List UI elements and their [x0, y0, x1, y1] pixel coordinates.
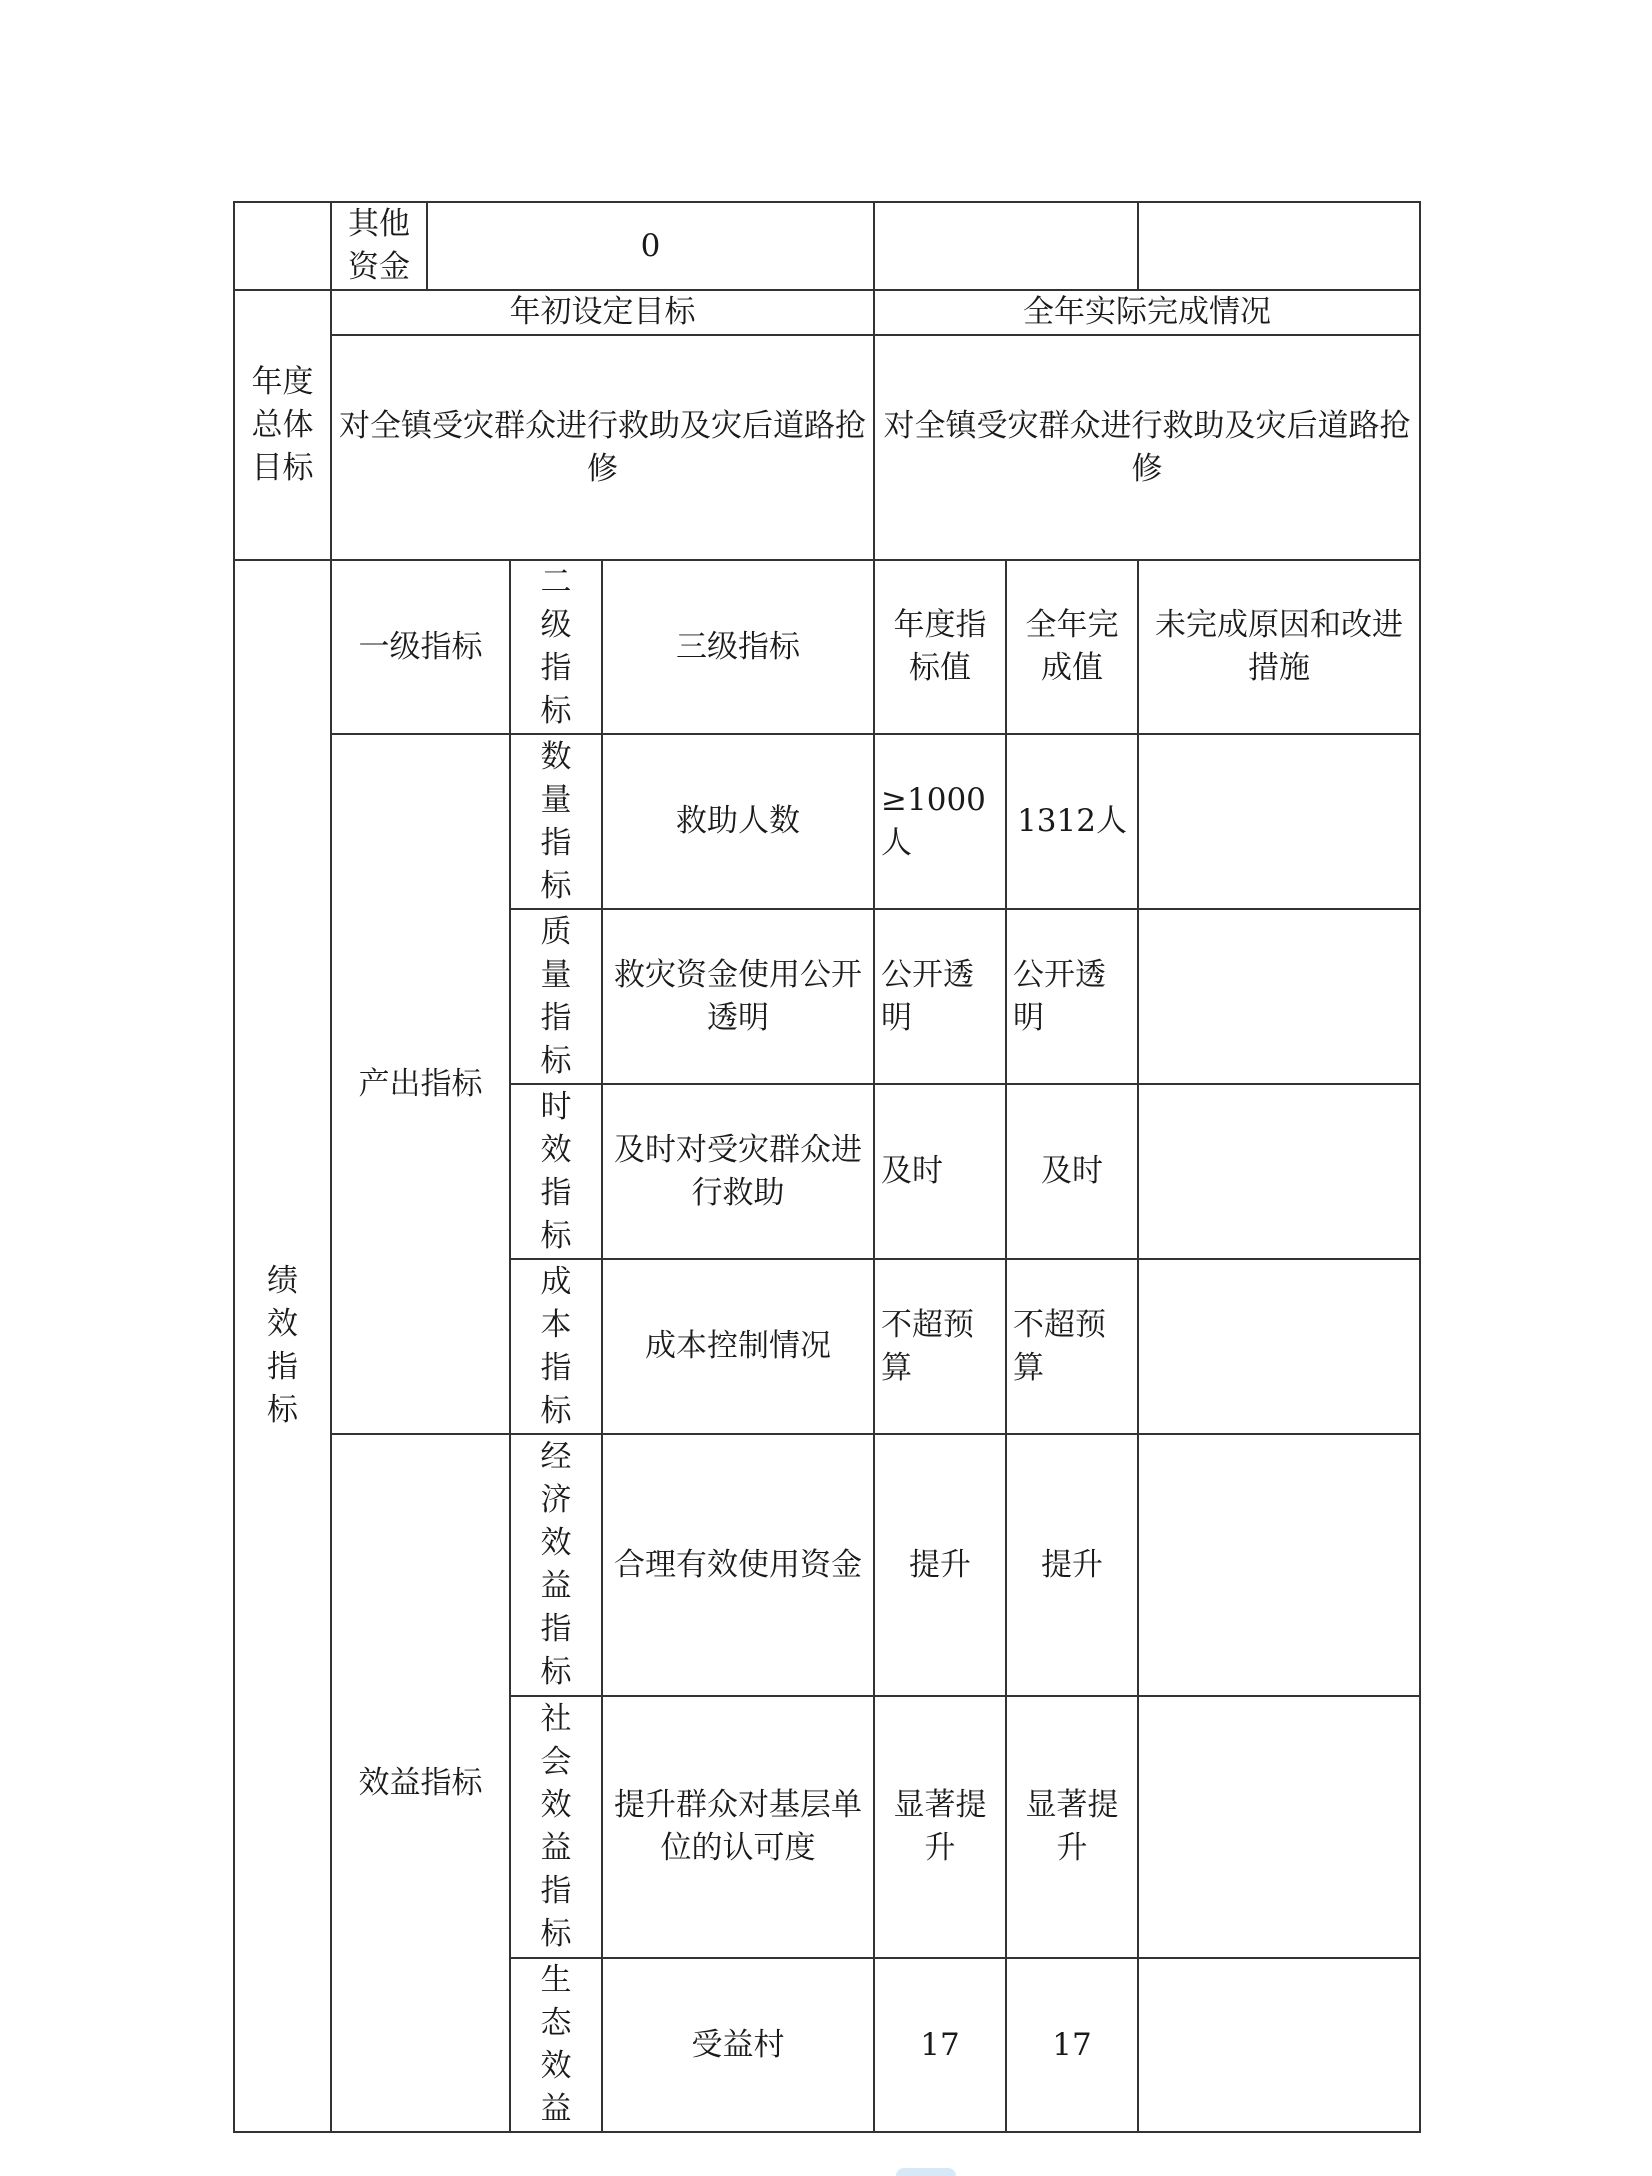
- level2-cell: [510, 1434, 602, 1696]
- vertical-char: 量: [540, 956, 572, 993]
- other-funds-value: 0: [427, 202, 874, 290]
- vertical-char: 标: [540, 1916, 572, 1952]
- level2-cell: [510, 1084, 602, 1259]
- reason-cell: [1138, 1084, 1420, 1259]
- actual-value-header: 全年完成值: [1006, 560, 1138, 734]
- actual-cell: 公开透明: [1006, 909, 1138, 1084]
- vertical-char: 济: [540, 1482, 572, 1518]
- performance-indicators-label: [234, 560, 331, 2132]
- actual-cell: 显著提升: [1006, 1696, 1138, 1958]
- actual-cell: 及时: [1006, 1084, 1138, 1259]
- vertical-char: 指: [540, 1873, 572, 1909]
- level3-cell: 及时对受灾群众进行救助: [602, 1084, 874, 1259]
- vertical-char: 效: [540, 1787, 572, 1823]
- level3-cell: 受益村: [602, 1958, 874, 2132]
- actual-completion-header: 全年实际完成情况: [874, 290, 1420, 335]
- planned-goal-header: 年初设定目标: [331, 290, 874, 335]
- benefit-indicators-label: 效益指标: [331, 1434, 510, 2132]
- page-edge-decoration: [896, 2168, 956, 2176]
- vertical-char: 标: [540, 867, 572, 904]
- vertical-char: 本: [540, 1306, 572, 1343]
- target-cell: 提升: [874, 1434, 1006, 1696]
- vertical-char: 指: [540, 1611, 572, 1647]
- vertical-char: 标: [540, 1042, 572, 1079]
- vertical-char: 成: [540, 1263, 572, 1300]
- vertical-char: 益: [540, 1568, 572, 1604]
- output-indicators-label: 产出指标: [331, 734, 510, 1434]
- actual-cell: 1312人: [1006, 734, 1138, 909]
- vertical-char: 益: [540, 1830, 572, 1866]
- reason-cell: [1138, 909, 1420, 1084]
- vertical-char: 标: [540, 1392, 572, 1429]
- reason-cell: [1138, 1958, 1420, 2132]
- vertical-char: 指: [540, 824, 572, 861]
- performance-table: [233, 201, 1421, 2133]
- vertical-char: 量: [540, 781, 572, 818]
- actual-cell: 提升: [1006, 1434, 1138, 1696]
- annual-goal-label: 年度总体目标: [234, 290, 331, 560]
- vertical-char: 标: [540, 1654, 572, 1690]
- target-cell: 公开透明: [874, 909, 1006, 1084]
- reason-cell: [1138, 1259, 1420, 1434]
- vertical-char: 社: [540, 1701, 572, 1737]
- vertical-char: 标: [540, 1217, 572, 1254]
- vertical-char: 生: [540, 1962, 572, 1998]
- vertical-char: 指: [540, 650, 572, 686]
- level1-header: 一级指标: [331, 560, 510, 734]
- vertical-char: 绩: [267, 1263, 298, 1299]
- level2-header: [510, 560, 602, 734]
- reason-header: 未完成原因和改进措施: [1138, 560, 1420, 734]
- actual-completion-text: 对全镇受灾群众进行救助及灾后道路抢修: [874, 335, 1420, 560]
- level2-cell: [510, 909, 602, 1084]
- level3-cell: 成本控制情况: [602, 1259, 874, 1434]
- vertical-char: 指: [540, 999, 572, 1036]
- vertical-char: 标: [540, 693, 572, 729]
- level2-cell: [510, 734, 602, 909]
- vertical-char: 态: [540, 2005, 572, 2041]
- other-funds-label: 其他资金: [331, 202, 427, 290]
- vertical-char: 质: [540, 913, 572, 950]
- vertical-char: 指: [267, 1349, 298, 1385]
- reason-cell: [1138, 1434, 1420, 1696]
- vertical-char: 指: [540, 1349, 572, 1386]
- vertical-char: 时: [540, 1088, 572, 1125]
- vertical-char: 二: [540, 564, 572, 600]
- target-cell: ≥1000人: [874, 734, 1006, 909]
- level2-cell: [510, 1958, 602, 2132]
- vertical-char: 效: [267, 1306, 298, 1342]
- level3-cell: 合理有效使用资金: [602, 1434, 874, 1696]
- target-cell: 17: [874, 1958, 1006, 2132]
- reason-cell: [1138, 734, 1420, 909]
- vertical-char: 经: [540, 1439, 572, 1475]
- funds-row-empty-cell: [234, 202, 331, 290]
- target-cell: 不超预算: [874, 1259, 1006, 1434]
- level3-cell: 救灾资金使用公开透明: [602, 909, 874, 1084]
- reason-cell: [1138, 1696, 1420, 1958]
- vertical-char: 标: [267, 1392, 298, 1428]
- vertical-char: 益: [540, 2091, 572, 2127]
- funds-row-empty-cell: [1138, 202, 1420, 290]
- level2-cell: [510, 1696, 602, 1958]
- level3-cell: 救助人数: [602, 734, 874, 909]
- target-cell: 显著提升: [874, 1696, 1006, 1958]
- actual-cell: 不超预算: [1006, 1259, 1138, 1434]
- vertical-char: 会: [540, 1744, 572, 1780]
- planned-goal-text: 对全镇受灾群众进行救助及灾后道路抢修: [331, 335, 874, 560]
- level3-cell: 提升群众对基层单位的认可度: [602, 1696, 874, 1958]
- actual-cell: 17: [1006, 1958, 1138, 2132]
- vertical-char: 级: [540, 607, 572, 643]
- vertical-char: 数: [540, 738, 572, 775]
- funds-row-empty-cell: [874, 202, 1138, 290]
- target-cell: 及时: [874, 1084, 1006, 1259]
- level2-cell: [510, 1259, 602, 1434]
- vertical-char: 效: [540, 1131, 572, 1168]
- vertical-char: 效: [540, 1525, 572, 1561]
- vertical-char: 指: [540, 1174, 572, 1211]
- vertical-char: 效: [540, 2048, 572, 2084]
- target-value-header: 年度指标值: [874, 560, 1006, 734]
- level3-header: 三级指标: [602, 560, 874, 734]
